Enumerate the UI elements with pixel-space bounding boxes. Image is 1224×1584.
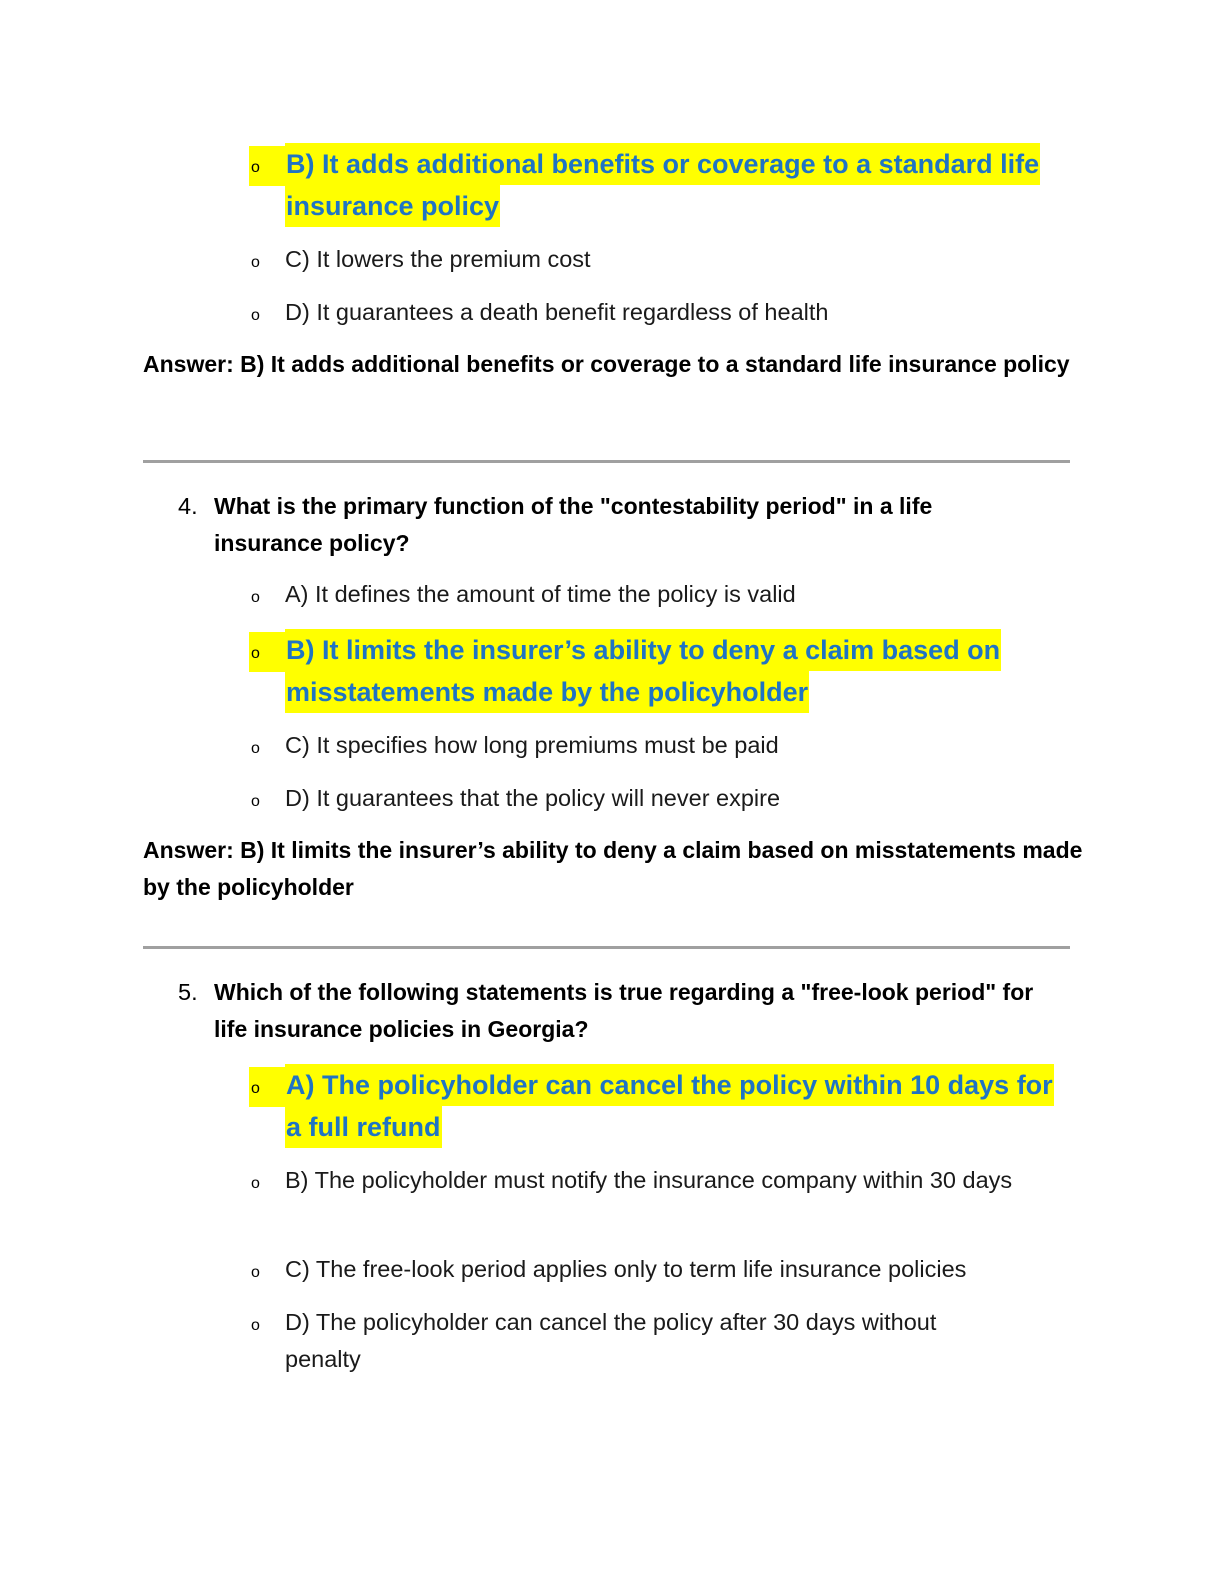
q5-question: Which of the following statements is true regarding a "free-look period" for life insurance policies in Georgia? — [214, 979, 1034, 1042]
q3-answer: Answer: B) It adds additional benefits or coverage to a standard life insurance policy — [143, 351, 1070, 377]
bullet-icon: o — [251, 1175, 260, 1192]
q3-option-d: D) It guarantees a death benefit regardless of health — [285, 299, 829, 325]
bullet-icon: o — [251, 1317, 260, 1334]
q4-question: What is the primary function of the "contestability period" in a life insurance policy? — [214, 493, 933, 556]
q5-option-b: B) The policyholder must notify the insurance company within 30 days — [285, 1167, 1013, 1193]
bullet-icon: o — [251, 589, 260, 606]
q4-number: 4. — [178, 493, 198, 519]
q3-option-b-line2: insurance policy — [285, 185, 500, 227]
q5-option-a-line1: A) The policyholder can cancel the policy within 10 days for — [285, 1064, 1054, 1106]
q4-option-b-line2: misstatements made by the policyholder — [285, 671, 809, 713]
q4-option-b-line1: B) It limits the insurer’s ability to deny a claim based on — [285, 629, 1001, 671]
q4-option-d: D) It guarantees that the policy will never expire — [285, 785, 781, 811]
divider — [143, 946, 1070, 949]
q5-number: 5. — [178, 979, 198, 1005]
q5-option-a-correct — [285, 1064, 1054, 1148]
bullet-icon: o — [251, 1264, 260, 1281]
q5-option-a-line2: a full refund — [285, 1106, 442, 1148]
bullet-icon: o — [251, 307, 260, 324]
bullet-icon: o — [251, 740, 260, 757]
q4-option-b-correct — [285, 629, 1001, 713]
q3-option-b-correct — [285, 143, 1040, 227]
bullet-icon: o — [251, 254, 260, 271]
q4-option-a: A) It defines the amount of time the policy is valid — [285, 581, 796, 607]
bullet-icon: o — [251, 793, 260, 810]
q4-option-c: C) It specifies how long premiums must be paid — [285, 732, 779, 758]
q5-option-d: D) The policyholder can cancel the policy after 30 days without penalty — [285, 1309, 937, 1372]
divider — [143, 460, 1070, 463]
bullet-icon: o — [251, 159, 260, 176]
q3-option-b-line1: B) It adds additional benefits or coverage to a standard life — [285, 143, 1040, 185]
q5-option-c: C) The free-look period applies only to term life insurance policies — [285, 1256, 967, 1282]
q4-answer: Answer: B) It limits the insurer’s ability to deny a claim based on misstatements made by the policyholder — [143, 837, 1083, 900]
bullet-icon: o — [251, 1080, 260, 1097]
q3-option-c: C) It lowers the premium cost — [285, 246, 591, 272]
bullet-icon: o — [251, 645, 260, 662]
